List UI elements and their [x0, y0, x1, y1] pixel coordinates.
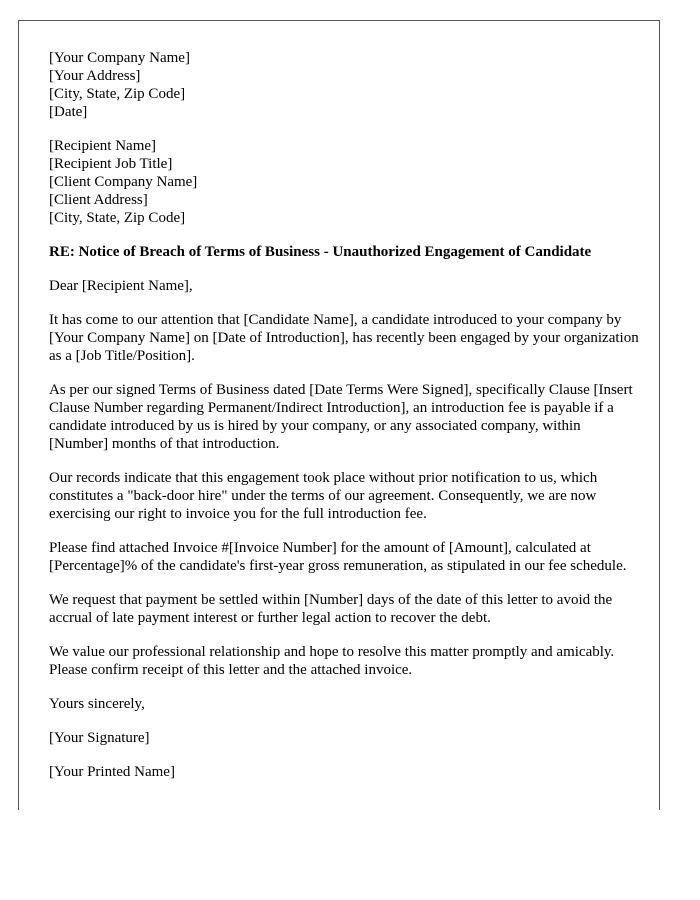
signature-placeholder: [Your Signature] [49, 730, 150, 746]
sender-address: [Your Address] [49, 68, 141, 84]
sender-city-state-zip: [City, State, Zip Code] [49, 86, 186, 102]
letter-content [49, 49, 639, 797]
closing: Yours sincerely, [49, 696, 145, 712]
letter-date: [Date] [49, 104, 88, 120]
body-paragraph-3: Our records indicate that this engagement took place without prior notification to us, which constitutes a "back-door hire" under the terms of our agreement. Consequently, we are now exercising our right to invoice you for the full introduction fee. [49, 470, 598, 522]
recipient-company: [Client Company Name] [49, 174, 198, 190]
sender-address-block [49, 49, 639, 121]
recipient-address: [Client Address] [49, 192, 148, 208]
subject-line: RE: Notice of Breach of Terms of Business - Unauthorized Engagement of Candidate [49, 244, 592, 260]
sender-company: [Your Company Name] [49, 50, 190, 66]
body-paragraph-5: We request that payment be settled within [Number] days of the date of this letter to avoid the accrual of late payment interest or further legal action to recover the debt. [49, 592, 613, 626]
recipient-city-state-zip: [City, State, Zip Code] [49, 210, 186, 226]
letter-page [18, 20, 660, 810]
body-paragraph-6: We value our professional relationship and hope to resolve this matter promptly and amicably. Please confirm receipt of this letter and the attached invoice. [49, 644, 615, 678]
recipient-name: [Recipient Name] [49, 138, 157, 154]
printed-name: [Your Printed Name] [49, 764, 175, 780]
body-paragraph-1: It has come to our attention that [Candidate Name], a candidate introduced to your company by [Your Company Name] on [Date of Introduction], has recently been engaged by your organization as a [Job Title/Position]. [49, 312, 639, 364]
body-paragraph-4: Please find attached Invoice #[Invoice Number] for the amount of [Amount], calculated at [Percentage]% of the candidate's first-year gross remuneration, as stipulated in our fee schedule. [49, 540, 627, 574]
body-paragraph-2: As per our signed Terms of Business dated [Date Terms Were Signed], specifically Clause [Insert Clause Number regarding Permanent/Indirect Introduction], an introduction fee is payable if a candidate introduced by us is hired by your company, or any associated company, within [Number] months of that introduction. [49, 382, 633, 452]
recipient-job-title: [Recipient Job Title] [49, 156, 173, 172]
recipient-address-block [49, 137, 639, 227]
salutation: Dear [Recipient Name], [49, 278, 193, 294]
